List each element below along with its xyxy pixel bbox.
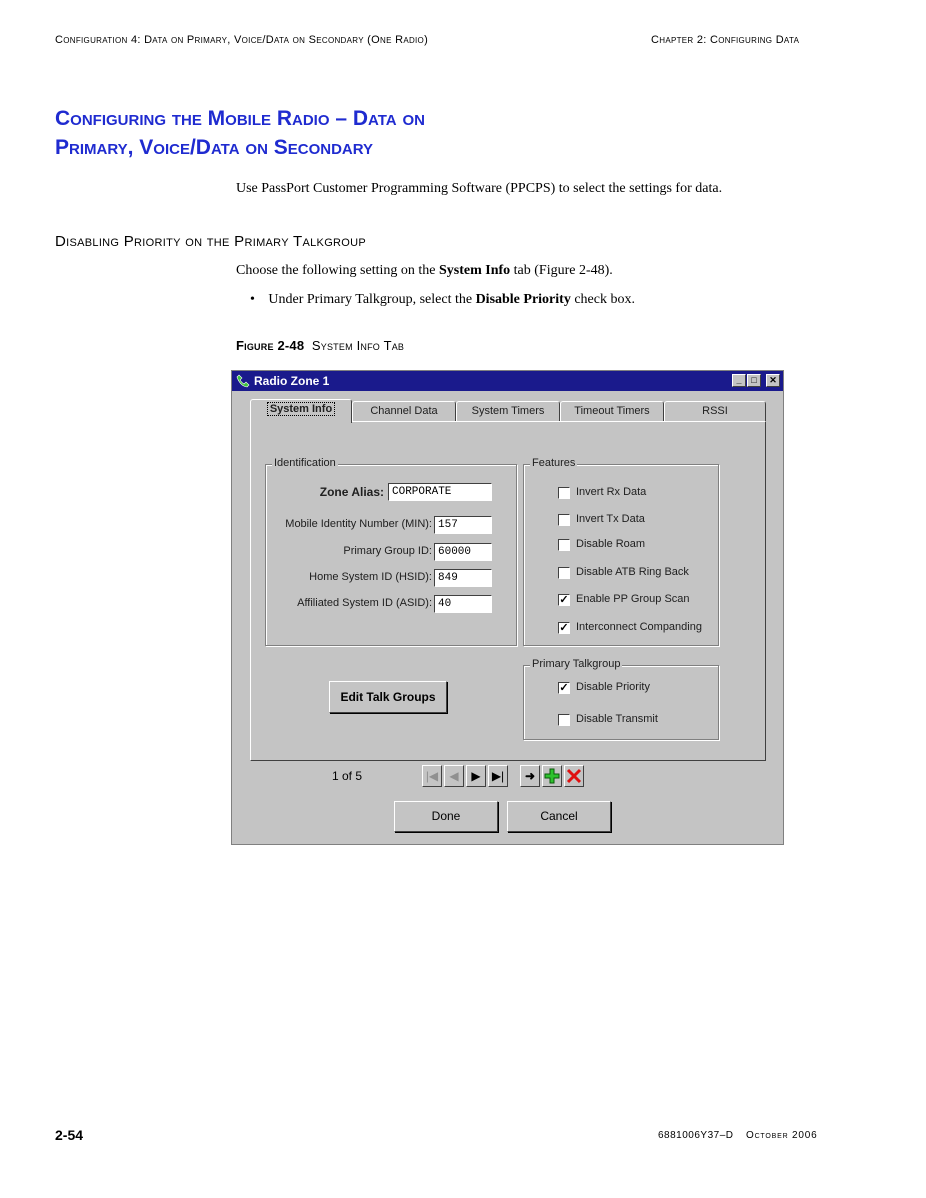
invert-tx-data-checkbox[interactable] [558,514,570,526]
delete-record-icon[interactable] [564,765,584,787]
bullet-pre: Under Primary Talkgroup, select the [268,292,476,307]
tab-panel-system-info [250,421,766,761]
figure-number: Figure 2-48 [236,338,305,353]
edit-talk-groups-button[interactable]: Edit Talk Groups [329,681,447,713]
section-title [55,104,425,162]
disable-priority-label: Disable Priority [576,681,650,693]
page-number: 2-54 [55,1127,84,1143]
tab-timeout-timers[interactable]: Timeout Timers [560,401,664,422]
zone-alias-field[interactable]: CORPORATE [388,483,492,501]
min-field[interactable]: 157 [434,516,492,534]
first-record-icon[interactable]: |◀ [422,765,442,787]
instruction-paragraph [236,263,613,279]
goto-record-icon[interactable]: ➜ [520,765,540,787]
add-record-icon[interactable] [542,765,562,787]
close-icon[interactable]: ✕ [766,374,780,387]
bullet-item [250,292,635,308]
hsid-label: Home System ID (HSID): [309,571,432,583]
instruction-pre: Choose the following setting on the [236,263,439,278]
done-button[interactable]: Done [394,801,498,832]
tab-rssi[interactable]: RSSI [664,401,766,422]
intro-paragraph: Use PassPort Customer Programming Software (PPCPS) to select the settings for data. [236,181,723,196]
figure-caption-text: System Info Tab [311,338,405,353]
tab-system-info-label: System Info [267,402,335,416]
disable-roam-label: Disable Roam [576,538,646,550]
disable-roam-checkbox[interactable] [558,539,570,551]
asid-field[interactable]: 40 [434,595,492,613]
identification-group [265,457,517,646]
minimize-icon[interactable]: _ [732,374,746,387]
interconnect-companding-checkbox[interactable]: ✓ [559,622,569,634]
disable-priority-checkbox[interactable]: ✓ [559,682,569,694]
window-titlebar [232,371,783,391]
next-record-icon[interactable]: ▶ [466,765,486,787]
primary-group-id-label: Primary Group ID: [343,545,432,557]
bullet-symbol: • [250,292,255,307]
doc-id: 6881006Y37–D [658,1130,734,1141]
identification-group-label: Identification [274,457,336,469]
tab-channel-data[interactable]: Channel Data [352,401,456,422]
figure-caption [236,338,404,353]
previous-record-icon[interactable]: ◀ [444,765,464,787]
section-title-line2: Primary, Voice/Data on Secondary [55,136,374,159]
maximize-icon[interactable]: □ [747,374,761,387]
interconnect-companding-label: Interconnect Companding [576,621,702,633]
subsection-title: Disabling Priority on the Primary Talkgroup [55,233,367,250]
enable-pp-group-scan-label: Enable PP Group Scan [576,593,690,605]
primary-group-id-field[interactable]: 60000 [434,543,492,561]
running-header-right: Chapter 2: Configuring Data [651,34,800,46]
window-title: Radio Zone 1 [254,374,330,388]
doc-date: October 2006 [746,1130,818,1141]
disable-atb-ring-back-label: Disable ATB Ring Back [576,566,689,578]
tab-system-info[interactable] [250,399,352,423]
invert-tx-data-label: Invert Tx Data [576,513,645,525]
instruction-post: tab (Figure 2-48). [510,263,613,278]
bullet-bold: Disable Priority [475,292,571,307]
primary-talkgroup-group-label: Primary Talkgroup [532,658,621,670]
cancel-button[interactable]: Cancel [507,801,611,832]
min-label: Mobile Identity Number (MIN): [285,518,432,530]
record-counter: 1 of 5 [332,769,363,783]
hsid-field[interactable]: 849 [434,569,492,587]
features-group-label: Features [532,457,576,469]
zone-alias-label: Zone Alias: [319,485,384,499]
enable-pp-group-scan-checkbox[interactable]: ✓ [559,594,569,606]
disable-transmit-label: Disable Transmit [576,713,658,725]
asid-label: Affiliated System ID (ASID): [297,597,432,609]
invert-rx-data-checkbox[interactable] [558,487,570,499]
disable-atb-ring-back-checkbox[interactable] [558,567,570,579]
bullet-post: check box. [570,292,635,307]
disable-transmit-checkbox[interactable] [558,714,570,726]
features-group [523,457,719,646]
invert-rx-data-label: Invert Rx Data [576,486,647,498]
phone-app-icon [236,374,250,388]
tab-system-timers[interactable]: System Timers [456,401,560,422]
section-title-line1: Configuring the Mobile Radio – Data on [55,107,425,130]
instruction-bold: System Info [438,263,511,278]
primary-talkgroup-group [523,658,719,740]
radio-zone-window [231,370,784,845]
last-record-icon[interactable]: ▶| [488,765,508,787]
running-header-left: Configuration 4: Data on Primary, Voice/Data on Secondary (One Radio) [55,34,429,46]
